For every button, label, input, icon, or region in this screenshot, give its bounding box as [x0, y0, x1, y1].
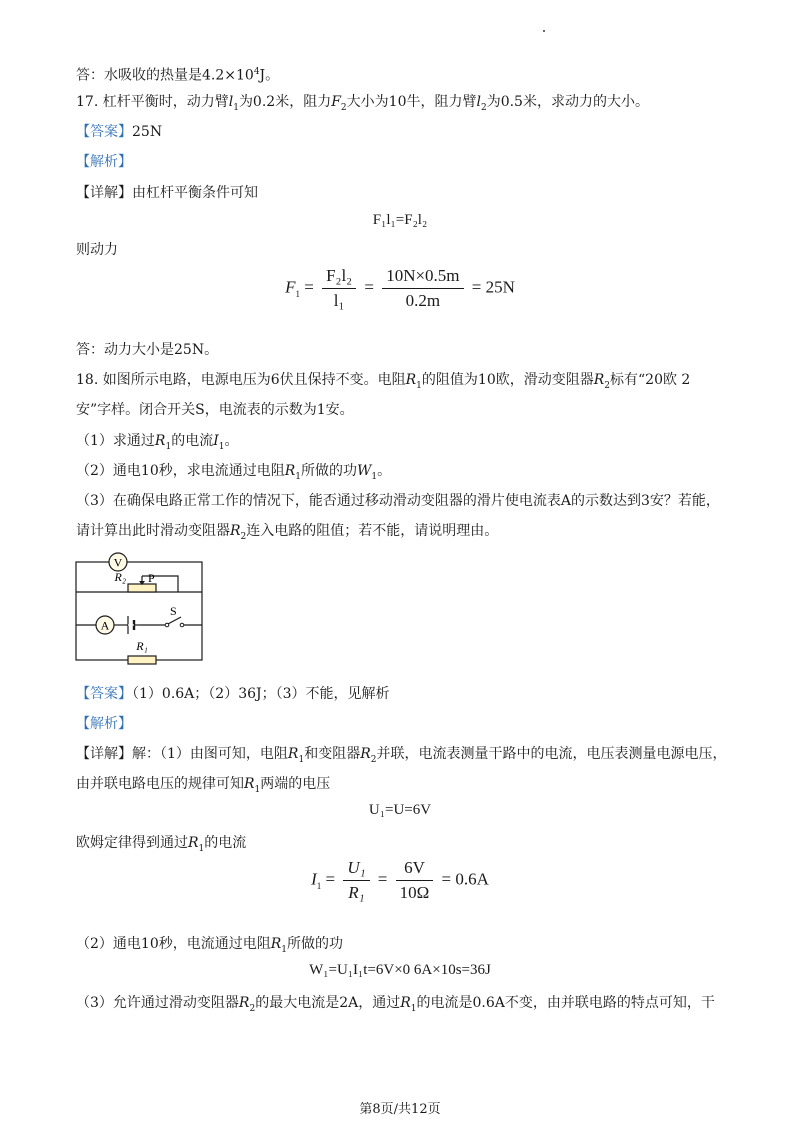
equation-voltage: U₁=U=6V: [368, 802, 432, 818]
answer-17: 【答案】25N: [76, 124, 163, 140]
answer-line-16: 答：水吸收的热量是$4.2\times 10^4J$。: [76, 67, 280, 84]
question-18-line2: 安”字样。闭合开关S，电流表的示数为1安。: [76, 402, 354, 418]
switch-label: S: [170, 604, 177, 618]
detail-18-line1: 【详解】解：（1）由图可知，电阻$R_1$和变阻器$R_2$并联，电流表测量干路中的电流，电压表测量电源电压，: [76, 746, 727, 765]
answer-final-17: 答：动力大小是25N。: [76, 342, 219, 358]
header-dot: [543, 30, 545, 32]
r1-label: R₁: [136, 639, 148, 653]
voltmeter-label: V: [113, 555, 123, 570]
question-18-part3: （3）在确保电路正常工作的情况下，能否通过移动滑动变阻器的滑片使电流表A的示数达到3安？若能，: [76, 493, 720, 509]
detail-18-line2: 由并联电路电压的规律可知$R_1$两端的电压: [76, 776, 331, 795]
analysis-label-18: 【解析】: [76, 716, 132, 732]
equation-work: W₁=U₁I₁t=6V×0 6A×10s=36J: [309, 962, 491, 978]
question-18-line1: 18. 如图所示电路，电源电压为6伏且保持不变。电阻$R_1$的阻值为10欧，滑动变阻器$R_2$标有“20欧 2: [76, 372, 691, 391]
rheostat-r2: [128, 584, 156, 592]
ohm-text: 欧姆定律得到通过$R_1$的电流: [76, 835, 247, 854]
question-18-part1: （1）求通过$R_1$的电流$I_1$。: [76, 433, 239, 452]
part3-text: （3）允许通过滑动变阻器$R_2$的最大电流是2A，通过$R_1$的电流是0.6A不变，由并联电路的特点可知，干: [76, 995, 715, 1014]
switch-contact-right: [180, 623, 184, 627]
resistor-r1: [128, 656, 156, 664]
r2-label: R₂: [114, 570, 126, 584]
analysis-label-17: 【解析】: [76, 154, 132, 170]
switch-contact-left: [165, 623, 169, 627]
equation-current: $I_1$ = $\frac{\text{U₁}}{\text{R₁}}$ = $\frac{6V}{10\Omega}$ = 0.6A: [311, 858, 489, 902]
detail-17: 【详解】由杠杆平衡条件可知: [76, 185, 258, 201]
circuit-diagram: [70, 548, 210, 666]
answer-18: 【答案】（1）0.6A；（2）36J；（3）不能，见解析: [76, 686, 390, 702]
equation-balance: F₁l₁=F₂l₂: [372, 212, 428, 228]
question-18-part3b: 请计算出此时滑动变阻器$R_2$连入电路的阻值；若不能，请说明理由。: [76, 523, 499, 542]
page-footer: 第8页/共12页: [359, 1102, 441, 1117]
equation-force: $F_1$ = $\frac{\text{F₂l₂}}{\text{l₁}}$ = $\frac{10N\times 0.5m}{0.2m}$ = 25N: [285, 266, 515, 310]
ammeter-label: A: [100, 618, 110, 633]
question-18-part2: （2）通电10秒，求电流通过电阻$R_1$所做的功$W_1$。: [76, 463, 392, 482]
slider-label: P: [148, 571, 155, 585]
part2-text: （2）通电10秒，电流通过电阻$R_1$所做的功: [76, 936, 344, 955]
text-dongli: 则动力: [76, 242, 118, 258]
question-17: 17. 杠杆平衡时，动力臂$l_1$为0.2米，阻力$F_2$大小为10牛，阻力臂$l_2$为0.5米，求动力的大小。: [76, 94, 649, 113]
